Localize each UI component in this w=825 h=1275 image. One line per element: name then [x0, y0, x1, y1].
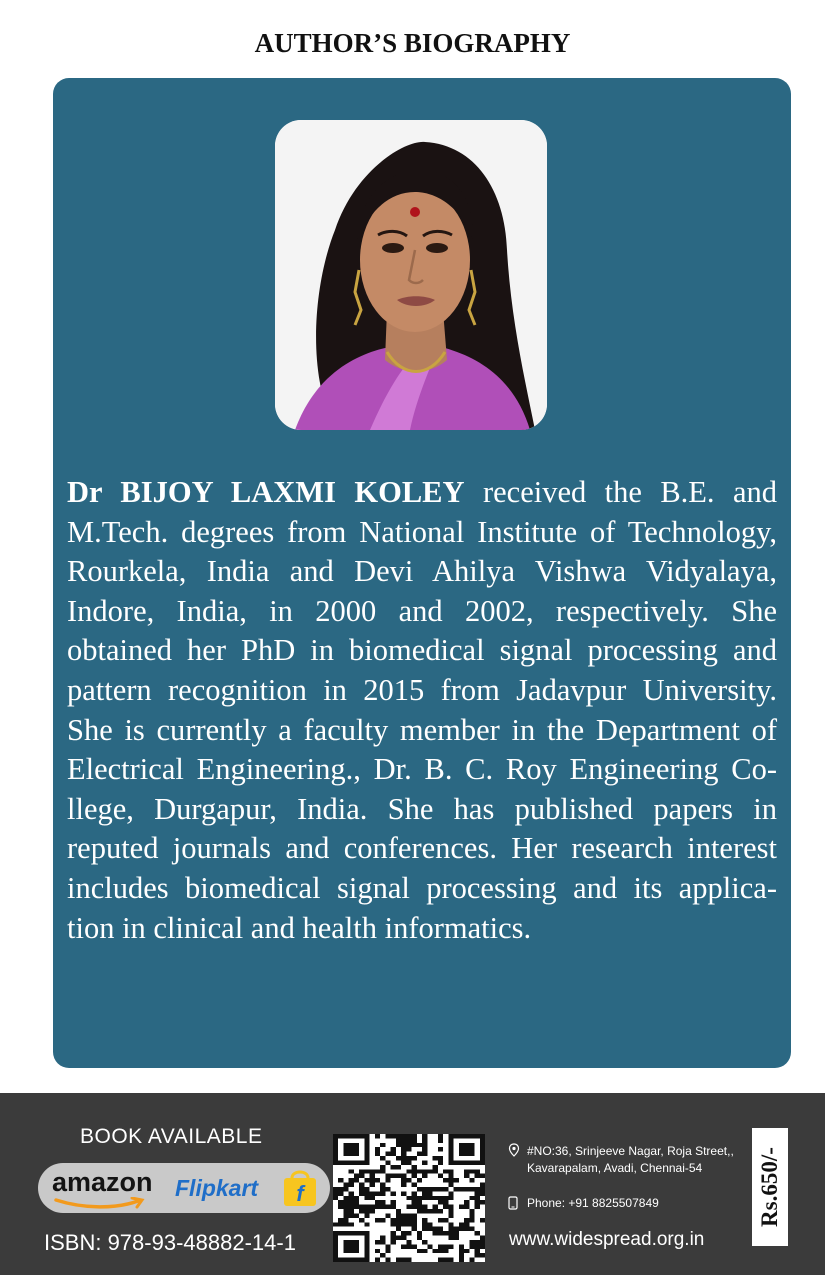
qr-code-graphic — [333, 1134, 485, 1262]
bio-line — [67, 473, 777, 513]
author-portrait — [275, 120, 547, 430]
bio-line: She is currently a faculty member in the Department of — [67, 712, 777, 747]
qr-code-icon[interactable] — [333, 1134, 485, 1262]
location-pin-icon — [508, 1143, 520, 1157]
svg-text:f: f — [296, 1181, 304, 1206]
publisher-address — [527, 1143, 734, 1177]
biography-panel — [53, 78, 791, 1068]
price-tag — [752, 1128, 788, 1246]
bio-line: Rourkela, India and Devi Ahilya Vishwa Vidyalaya, — [67, 554, 777, 589]
bio-line: Indore, India, in 2000 and 2002, respectively. She — [67, 593, 777, 628]
author-photo — [275, 120, 547, 430]
store-logos — [38, 1163, 330, 1213]
amazon-smile-icon — [54, 1197, 146, 1209]
bio-line: llege, Durgapur, India. She has published papers in — [67, 791, 777, 826]
bio-line: reputed journals and conferences. Her research interest — [67, 831, 777, 866]
bio-line-text: received the B.E. and — [464, 475, 777, 509]
biography-text — [67, 473, 777, 948]
book-available-label: BOOK AVAILABLE — [80, 1125, 263, 1148]
amazon-logo: amazon — [52, 1167, 153, 1197]
isbn-number: ISBN: 978-93-48882-14-1 — [44, 1230, 296, 1255]
bio-line: M.Tech. degrees from National Institute of Technology, — [67, 514, 777, 549]
publisher-website-link[interactable]: www.widespread.org.in — [509, 1229, 705, 1250]
address-line: Kavarapalam, Avadi, Chennai-54 — [527, 1161, 703, 1175]
bio-line: Electrical Engineering., Dr. B. C. Roy Engineering Co- — [67, 752, 777, 787]
price-label: Rs.650/- — [757, 1147, 782, 1227]
page-heading: AUTHOR’S BIOGRAPHY — [254, 28, 571, 58]
bio-line: pattern recognition in 2015 from Jadavpur University. — [67, 672, 777, 707]
mobile-phone-icon — [508, 1196, 518, 1210]
publisher-phone: Phone: +91 8825507849 — [527, 1196, 659, 1210]
flipkart-bag-icon — [282, 1168, 318, 1208]
bio-line: tion in clinical and health informatics. — [67, 910, 532, 945]
address-line: #NO:36, Srinjeeve Nagar, Roja Street,, — [527, 1144, 734, 1158]
flipkart-logo: Flipkart — [175, 1175, 259, 1201]
bio-line: obtained her PhD in biomedical signal processing and — [67, 633, 777, 668]
bio-line: includes biomedical signal processing and its applica- — [67, 870, 777, 905]
publisher-footer — [0, 1093, 825, 1275]
author-name: Dr BIJOY LAXMI KOLEY — [67, 475, 465, 509]
